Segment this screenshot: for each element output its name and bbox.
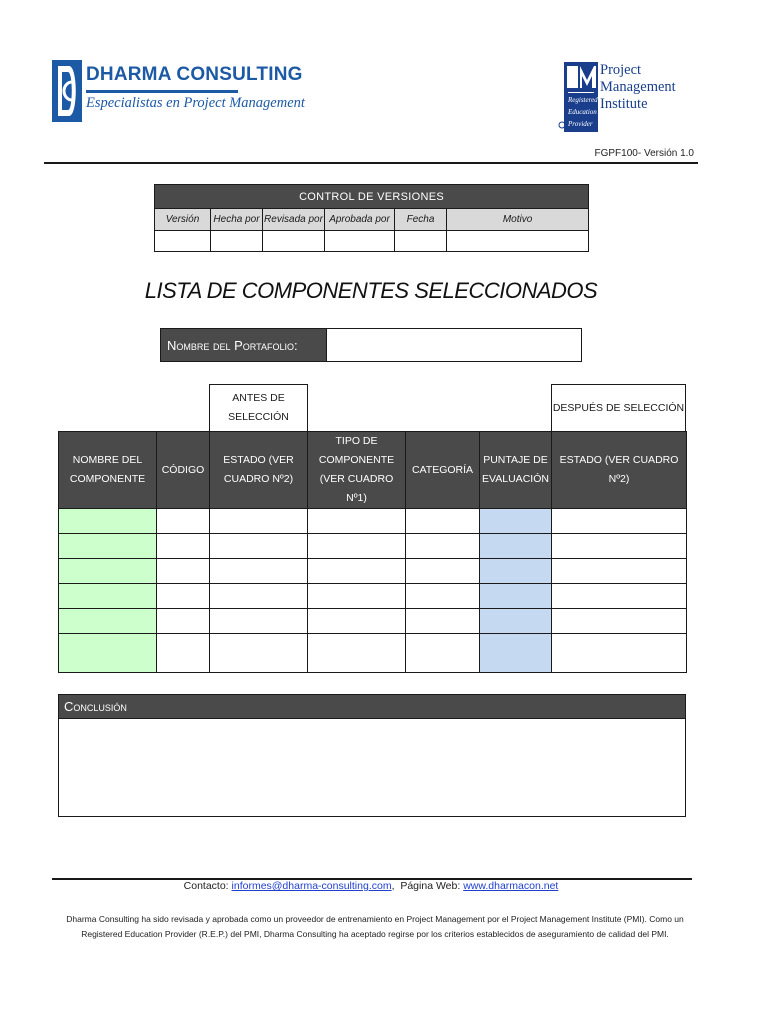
conclusion-label: Conclusión <box>64 699 127 714</box>
col-status-before: ESTADO (VER CUADRO Nº2) <box>210 432 308 509</box>
cell-status-after[interactable] <box>552 609 687 634</box>
pmi-badge-word-3: Provider <box>568 120 593 128</box>
table-row <box>59 559 687 584</box>
cell-evaluation-score[interactable] <box>480 634 552 673</box>
company-name: DHARMA CONSULTING <box>86 64 303 85</box>
logo-divider <box>86 90 238 93</box>
portfolio-label-text: Nombre del Portafolio: <box>167 337 298 353</box>
pmi-disclaimer: Dharma Consulting ha sido revisada y aprobada como un proveedor de entrenamiento en Project Management por el Project Management Institute (PMI). Como un Registered Education Provider (R.E.P.) del PMI, Dharma Consulting ha aceptado regirse por los criterios establecidos de aseguramiento de calidad del PMI. <box>66 914 684 939</box>
cell-status-before[interactable] <box>210 634 308 673</box>
col-status-after: ESTADO (VER CUADRO Nº2) <box>552 432 687 509</box>
cell-status-before[interactable] <box>210 584 308 609</box>
cell-evaluation-score[interactable] <box>480 609 552 634</box>
vc-cell-reviewed-by[interactable] <box>263 231 325 252</box>
table-row <box>59 609 687 634</box>
vc-col-version: Versión <box>155 209 211 231</box>
pmi-badge-word-2: Education <box>568 108 597 116</box>
col-component-name: NOMBRE DEL COMPONENTE <box>59 432 157 509</box>
pmi-line-2: Management <box>600 79 676 95</box>
company-tagline: Especialistas en Project Management <box>86 95 305 111</box>
components-body <box>59 509 687 673</box>
pmi-line-3: Institute <box>600 96 648 112</box>
dharma-logo-mark-icon <box>52 60 82 122</box>
cell-status-before[interactable] <box>210 559 308 584</box>
pmi-line-1: Project <box>600 62 642 78</box>
col-evaluation-score: PUNTAJE DE EVALUACIÓN <box>480 432 552 509</box>
components-table <box>58 431 687 673</box>
cell-status-before[interactable] <box>210 509 308 534</box>
cell-status-after[interactable] <box>552 509 687 534</box>
contact-email-link[interactable]: informes@dharma-consulting.com <box>231 880 392 892</box>
cell-category[interactable] <box>406 559 480 584</box>
version-control-title: CONTROL DE VERSIONES <box>155 185 589 209</box>
table-row <box>59 584 687 609</box>
pmi-name <box>600 62 676 113</box>
website-label: Página Web: <box>400 880 461 892</box>
pmi-badge-word-1: Registered <box>568 96 598 104</box>
cell-code[interactable] <box>157 609 210 634</box>
cell-evaluation-score[interactable] <box>480 509 552 534</box>
cell-component-name[interactable] <box>59 534 157 559</box>
vc-col-made-by: Hecha por <box>211 209 263 231</box>
cell-component-name[interactable] <box>59 559 157 584</box>
dharma-consulting-logo <box>52 58 305 126</box>
cell-component-name[interactable] <box>59 609 157 634</box>
pmi-badge <box>566 92 598 132</box>
cell-code[interactable] <box>157 559 210 584</box>
cell-status-before[interactable] <box>210 609 308 634</box>
cell-component-type[interactable] <box>308 634 406 673</box>
pmi-logo <box>558 62 676 134</box>
col-category: CATEGORÍA <box>406 432 480 509</box>
cell-component-name[interactable] <box>59 584 157 609</box>
cell-code[interactable] <box>157 584 210 609</box>
cell-evaluation-score[interactable] <box>480 534 552 559</box>
cell-category[interactable] <box>406 534 480 559</box>
vc-cell-reason[interactable] <box>447 231 589 252</box>
group-before-selection <box>209 384 308 432</box>
table-row <box>59 634 687 673</box>
group-before-label: ANTES DE SELECCIÓN <box>228 392 289 423</box>
vc-cell-approved-by[interactable] <box>325 231 395 252</box>
portfolio-field <box>160 328 582 362</box>
cell-component-name[interactable] <box>59 509 157 534</box>
vc-col-reviewed-by: Revisada por <box>263 209 325 231</box>
portfolio-label <box>161 329 327 361</box>
cell-component-type[interactable] <box>308 534 406 559</box>
cell-code[interactable] <box>157 509 210 534</box>
cell-component-type[interactable] <box>308 509 406 534</box>
cell-component-name[interactable] <box>59 634 157 673</box>
document-code: FGPF100- Versión 1.0 <box>594 148 694 159</box>
group-after-selection <box>551 384 686 432</box>
conclusion-section <box>58 694 686 817</box>
conclusion-header <box>59 695 685 719</box>
version-control-table <box>154 184 589 252</box>
portfolio-input[interactable] <box>328 329 581 361</box>
group-after-label: DESPUÉS DE SELECCIÓN <box>552 401 685 414</box>
page-title: LISTA DE COMPONENTES SELECCIONADOS <box>144 278 598 303</box>
cell-category[interactable] <box>406 584 480 609</box>
cell-status-after[interactable] <box>552 634 687 673</box>
cell-status-after[interactable] <box>552 559 687 584</box>
website-link[interactable]: www.dharmacon.net <box>463 880 559 892</box>
contact-label: Contacto: <box>183 880 229 892</box>
cell-component-type[interactable] <box>308 609 406 634</box>
cell-component-type[interactable] <box>308 584 406 609</box>
vc-cell-date[interactable] <box>395 231 447 252</box>
conclusion-textarea[interactable] <box>59 719 685 816</box>
cell-category[interactable] <box>406 634 480 673</box>
cell-component-type[interactable] <box>308 559 406 584</box>
col-code: CÓDIGO <box>157 432 210 509</box>
cell-code[interactable] <box>157 634 210 673</box>
vc-cell-version[interactable] <box>155 231 211 252</box>
cell-status-before[interactable] <box>210 534 308 559</box>
cell-evaluation-score[interactable] <box>480 559 552 584</box>
vc-col-reason: Motivo <box>447 209 589 231</box>
cell-category[interactable] <box>406 609 480 634</box>
header-divider <box>44 162 698 164</box>
table-row <box>59 534 687 559</box>
cell-code[interactable] <box>157 534 210 559</box>
cell-evaluation-score[interactable] <box>480 584 552 609</box>
col-component-type: TIPO DE COMPONENTE (VER CUADRO Nº1) <box>308 432 406 509</box>
vc-cell-made-by[interactable] <box>211 231 263 252</box>
table-row <box>59 509 687 534</box>
cell-status-after[interactable] <box>552 584 687 609</box>
vc-col-date: Fecha <box>395 209 447 231</box>
cell-category[interactable] <box>406 509 480 534</box>
contact-line: Contacto: informes@dharma-consulting.com, Página Web: www.dharmacon.net <box>183 880 559 892</box>
cell-status-after[interactable] <box>552 534 687 559</box>
vc-col-approved-by: Aprobada por <box>325 209 395 231</box>
